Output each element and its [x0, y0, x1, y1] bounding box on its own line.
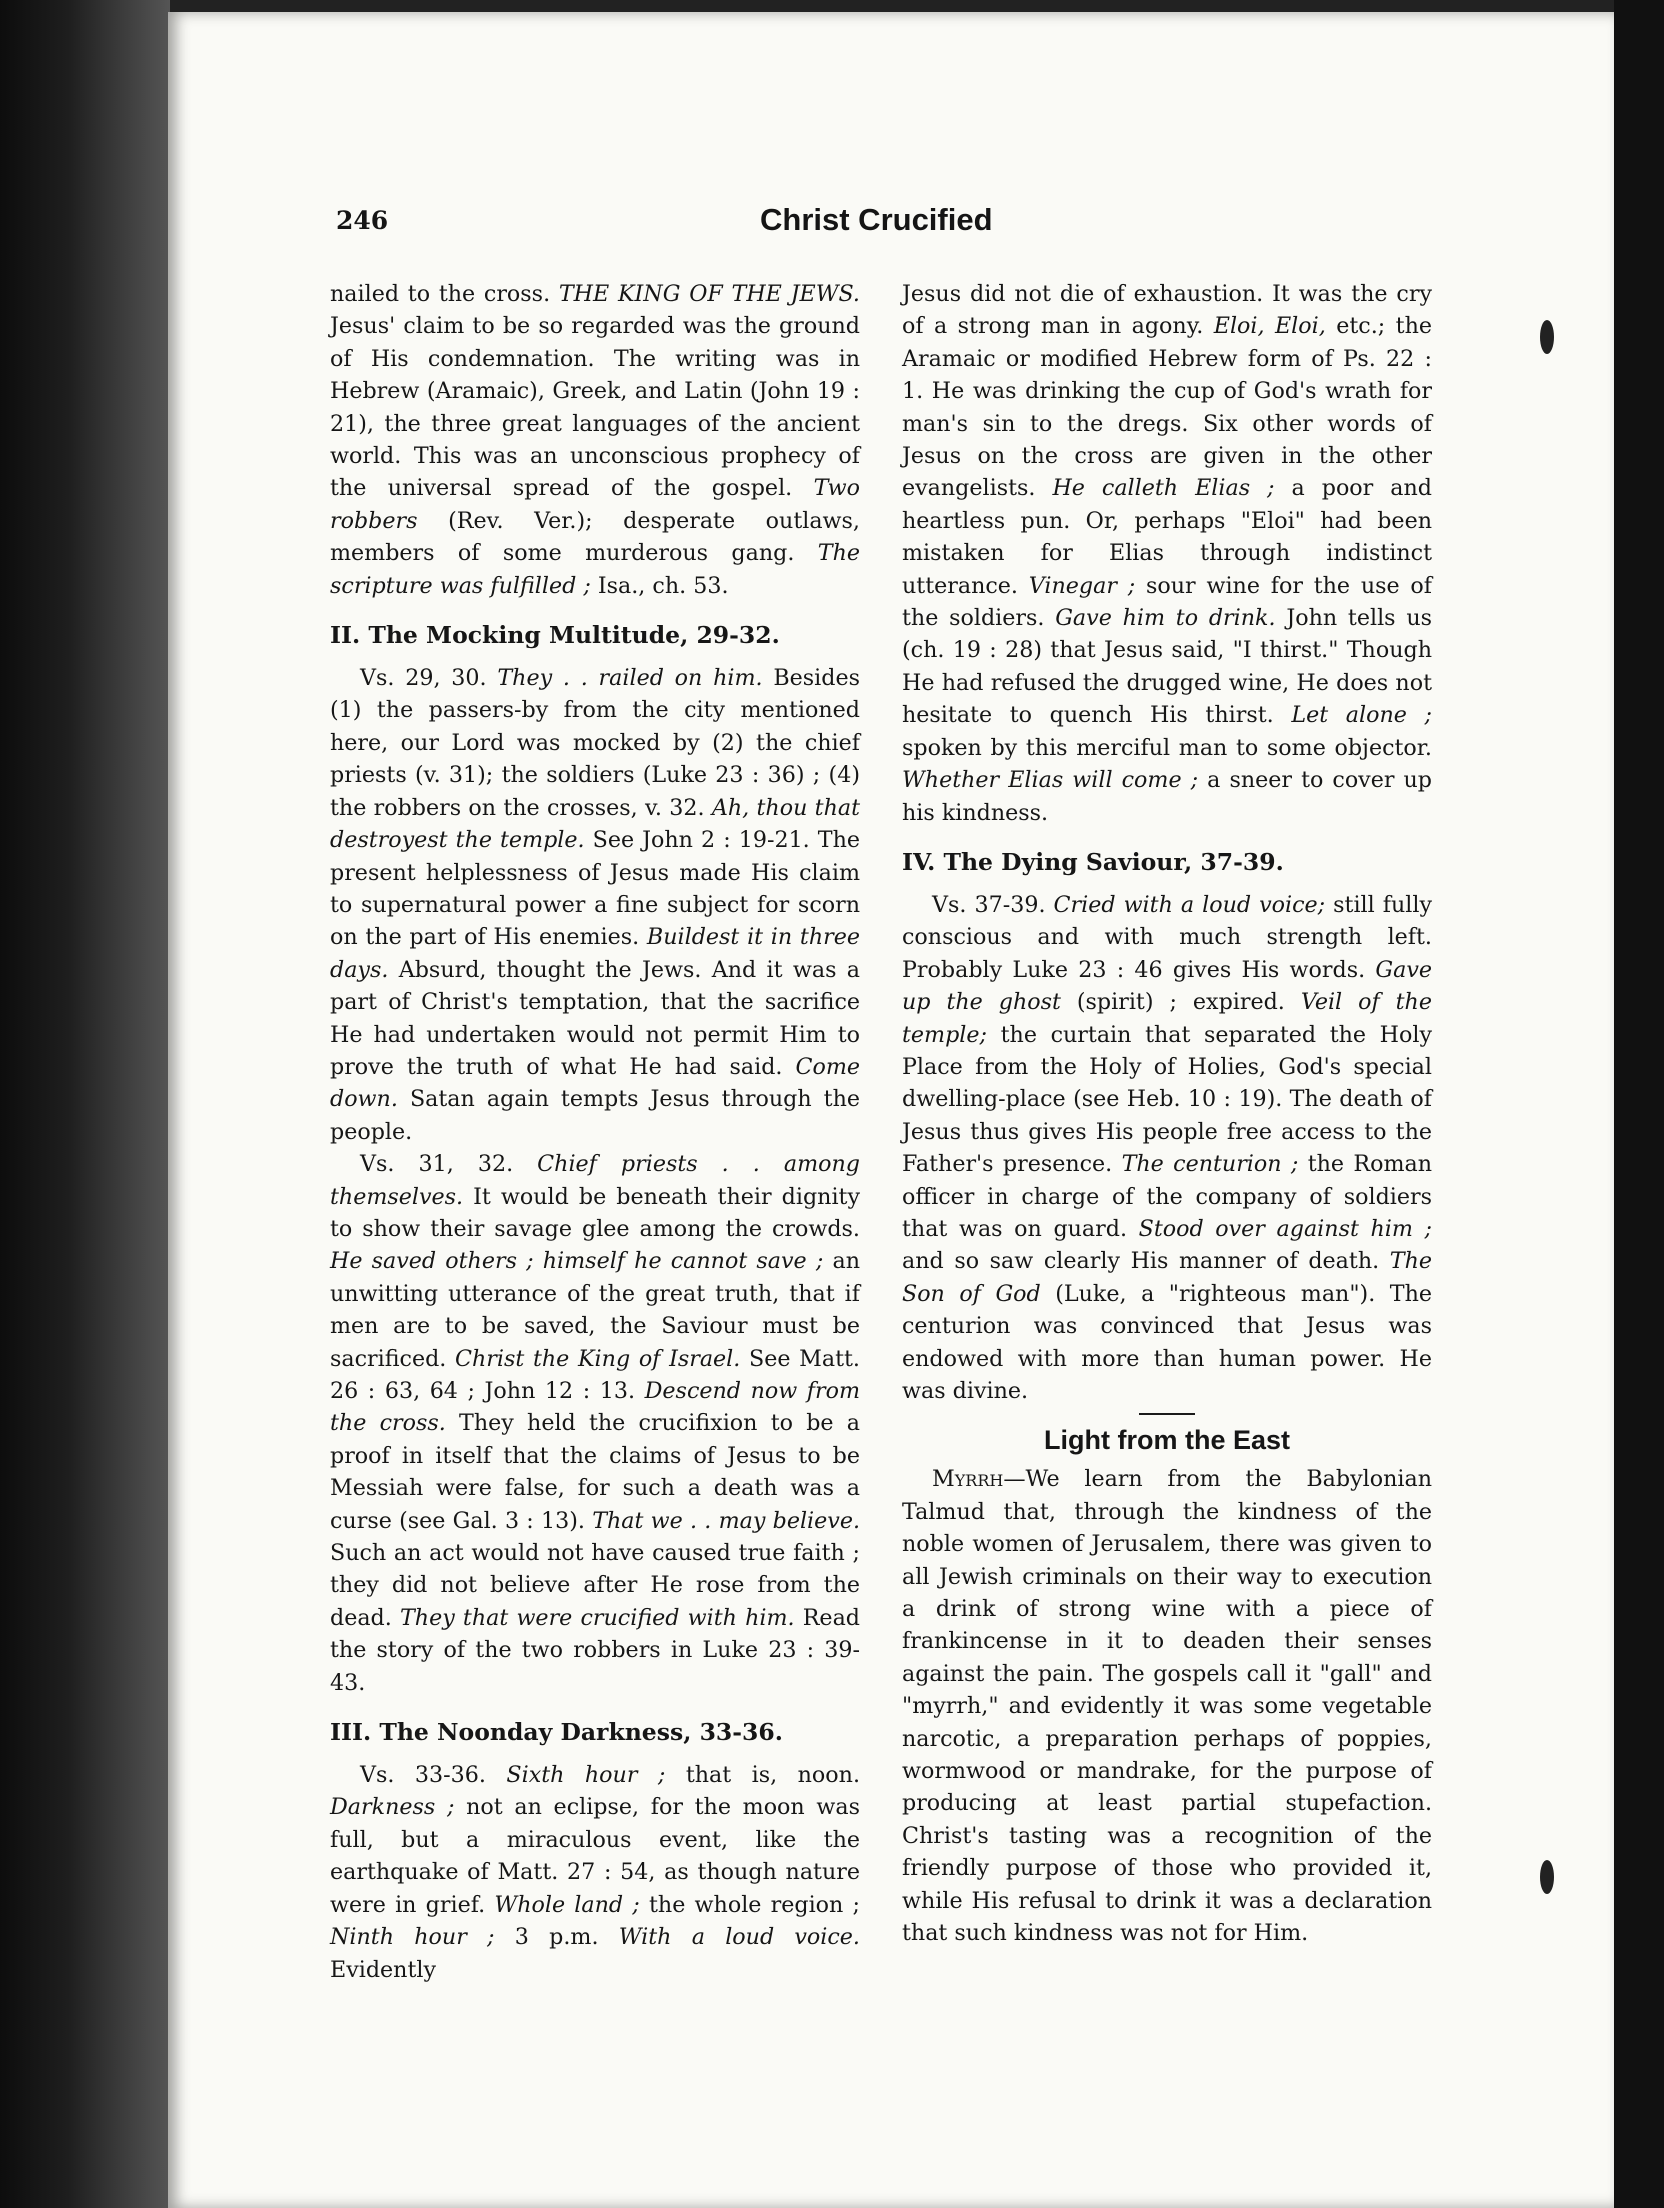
text-run: They held the crucifixion to be a proof in itself that the claims of Jesus to be Messiah were false, for such a death was a curse (see Gal. 3 : 13).	[330, 1410, 860, 1534]
text-run: John tells us (ch. 19 : 28) that Jesus said, "I thirst." Though He had refused the drugged wine, He does not hesitate to quench His thirst.	[902, 605, 1433, 729]
paragraph	[330, 1759, 860, 1986]
italic-phrase: Vinegar ;	[1028, 572, 1136, 599]
text-run: an unwitting utterance of the great truth, that if men are to be saved, the Saviour must be sacrificed.	[330, 1248, 860, 1372]
text-run: —We learn from the Babylonian Talmud that, through the kindness of the noble women of Jerusalem, there was given to all Jewish criminals on their way to execution a drink of strong wine with a piece of frankincense in it to deaden their senses against the pain. The gospels call it "gall" and "myrrh," and evidently it was some vegetable narcotic, a preparation perhaps of poppies, wormwood or mandrake, for the purpose of producing at least partial stupefaction. Christ's tasting was a recognition of the friendly purpose of those who provided it, while His refusal to drink it was a declaration that such kindness was not for Him.	[902, 1466, 1432, 1947]
italic-phrase: Whole land ;	[494, 1891, 640, 1918]
italic-phrase: Veil of the temple;	[902, 989, 1432, 1048]
italic-phrase: That we . . may believe.	[592, 1507, 860, 1534]
text-run: Vs. 31, 32.	[360, 1151, 538, 1178]
light-from-east-heading: Light from the East	[1043, 1425, 1290, 1456]
italic-phrase: With a loud voice.	[618, 1924, 860, 1951]
left-column	[330, 278, 860, 1986]
text-run: 3 p.m.	[494, 1924, 619, 1951]
italic-phrase: They that were crucified with him.	[400, 1604, 795, 1631]
running-title: Christ Crucified	[760, 202, 993, 237]
paragraph	[902, 278, 1432, 829]
italic-phrase: The Son of God	[902, 1248, 1432, 1307]
text-run: not an eclipse, for the moon was full, but a miraculous event, like the earthquake of Matt. 27 : 54, as though nature were in grief.	[330, 1794, 860, 1918]
right-column	[902, 278, 1432, 1950]
text-run: Satan again tempts Jesus through the people.	[330, 1086, 860, 1145]
divider	[1139, 1413, 1195, 1415]
text-run: Absurd, thought the Jews. And it was a part of Christ's temptation, that the sacrifice He had undertaken would not permit Him to prove the truth of what He had said.	[330, 956, 860, 1080]
text-run: (Rev. Ver.); desperate outlaws, members of some murderous gang.	[330, 507, 860, 567]
text-run: (spirit) ; expired.	[1060, 989, 1301, 1016]
italic-phrase: THE KING OF THE JEWS.	[558, 281, 860, 307]
italic-phrase: Let alone ;	[1291, 702, 1432, 729]
italic-phrase: Ah, thou that destroyest the temple.	[330, 794, 860, 854]
italic-phrase: Christ the King of Israel.	[455, 1345, 741, 1372]
italic-phrase: Stood over against him ;	[1138, 1215, 1432, 1242]
text-run: and so saw clearly His manner of death.	[902, 1248, 1390, 1275]
italic-phrase: Sixth hour ;	[506, 1762, 666, 1789]
book-edge	[0, 0, 170, 2208]
binding-hole-bottom	[1540, 1860, 1554, 1894]
text-run: still fully conscious and with much strength left. Probably Luke 23 : 46 gives His words.	[902, 891, 1432, 983]
italic-phrase: The centurion ;	[1121, 1151, 1299, 1178]
italic-phrase: Ninth hour ;	[330, 1924, 495, 1951]
text-run: Such an act would not have caused true faith ; they did not believe after He rose from the dead.	[330, 1540, 860, 1631]
text-run: that is, noon.	[665, 1762, 860, 1789]
text-run: (Luke, a "righteous man"). The centurion was convinced that Jesus was endowed with more than human power. He was divine.	[902, 1280, 1432, 1404]
text-run: spoken by this merciful man to some objector.	[902, 734, 1432, 761]
text-run: a sneer to cover up his kindness.	[902, 767, 1433, 826]
binding-hole-top	[1540, 320, 1554, 354]
section-heading-noonday-darkness: III. The Noonday Darkness, 33-36.	[330, 1718, 783, 1747]
italic-phrase: Eloi, Eloi,	[1213, 313, 1326, 340]
section-heading-dying-saviour: IV. The Dying Saviour, 37-39.	[902, 847, 1284, 876]
italic-phrase: They . . railed on him.	[497, 665, 763, 692]
paragraph	[330, 1148, 860, 1699]
text-run: Read the story of the two robbers in Luke 23 : 39-43.	[330, 1604, 860, 1696]
section-heading-mocking-multitude: II. The Mocking Multitude, 29-32.	[330, 621, 780, 650]
italic-phrase: Whether Elias will come ;	[902, 767, 1199, 794]
paragraph-myrrh	[902, 1463, 1432, 1949]
text-run: Besides (1) the passers-by from the city mentioned here, our Lord was mocked by (2) the chief priests (v. 31); the soldiers (Luke 23 : 36) ; (4) the robbers on the crosses, v. 32.	[330, 665, 860, 821]
italic-phrase: Come down.	[330, 1053, 860, 1113]
text-run: Vs. 29, 30.	[360, 665, 498, 692]
paragraph	[330, 278, 860, 602]
paragraph	[330, 662, 860, 1148]
italic-phrase: Two robbers	[330, 475, 860, 534]
text-run: Evidently	[330, 1956, 436, 1983]
italic-phrase: Descend now from the cross.	[330, 1378, 860, 1437]
text-run: the Roman officer in charge of the company of soldiers that was on guard.	[902, 1151, 1433, 1242]
italic-phrase: Buildest it in three days.	[330, 924, 860, 983]
italic-phrase: He saved others ; himself he cannot save ;	[330, 1248, 824, 1275]
italic-phrase: Chief priests . . among themselves.	[330, 1151, 860, 1210]
text-run: the curtain that separated the Holy Place from the Holy of Holies, God's special dwelling-place (see Heb. 10 : 19). The death of Jesus thus gives His people free access to the Father's presence.	[902, 1021, 1432, 1178]
text-run: Vs. 33-36.	[360, 1762, 507, 1789]
text-run: the whole region ;	[639, 1891, 861, 1918]
text-run: Jesus did not die of exhaustion. It was the cry of a strong man in agony.	[902, 281, 1432, 340]
text-run: See John 2 : 19-21. The present helplessness of Jesus made His claim to supernatural power a fine subject for scorn on the part of His enemies.	[330, 827, 861, 951]
text-run: See Matt. 26 : 63, 64 ; John 12 : 13.	[330, 1345, 860, 1404]
italic-phrase: He calleth Elias ;	[1052, 475, 1275, 502]
paragraph	[902, 889, 1432, 1408]
text-run: etc.; the Aramaic or modified Hebrew form of Ps. 22 : 1. He was drinking the cup of God's wrath for man's sin to the dregs. Six other words of Jesus on the cross are given in the other evangelists.	[902, 313, 1432, 502]
italic-phrase: Darkness ;	[330, 1794, 455, 1821]
text-run: a poor and heartless pun. Or, perhaps "Eloi" had been mistaken for Elias through indistinct utterance.	[902, 475, 1432, 599]
text-run: sour wine for the use of the soldiers.	[902, 572, 1432, 632]
italic-phrase: Gave him to drink.	[1055, 605, 1276, 632]
italic-phrase: The scripture was fulfilled ;	[330, 540, 860, 599]
myrrh-text	[902, 1466, 1432, 1946]
italic-phrase: Gave up the ghost	[902, 956, 1432, 1016]
scan-frame-right	[1614, 0, 1664, 2208]
text-run: Vs. 37-39.	[932, 891, 1054, 918]
text-run: Isa., ch. 53.	[590, 572, 729, 599]
text-run: Jesus' claim to be so regarded was the ground of His condemnation. The writing was in Hebrew (Aramaic), Greek, and Latin (John 19 : 21), the three great languages of the ancient world. This was an unconscious prophecy of the universal spread of the gospel.	[330, 313, 860, 502]
text-run: nailed to the cross.	[330, 281, 559, 307]
italic-phrase: Cried with a loud voice;	[1053, 891, 1326, 918]
myrrh-label: Myrrh	[932, 1466, 1004, 1493]
text-run: It would be beneath their dignity to show their savage glee among the crowds.	[330, 1183, 860, 1242]
page-number: 246	[336, 206, 389, 235]
